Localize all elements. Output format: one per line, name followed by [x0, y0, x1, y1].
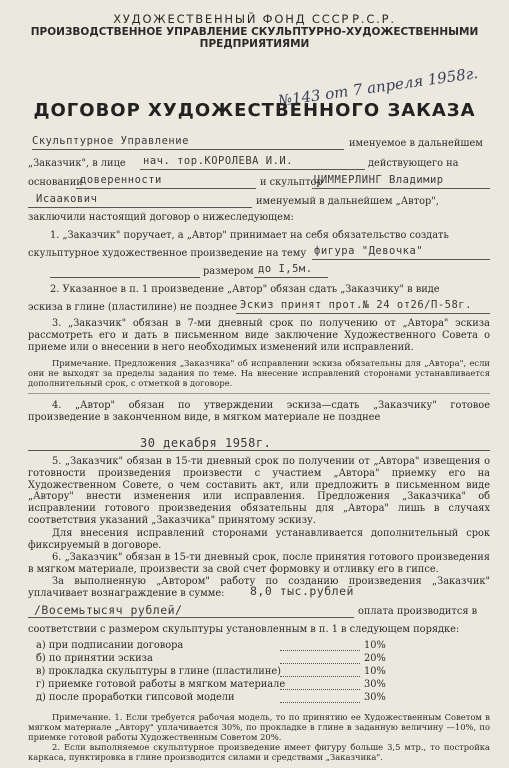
basis-label: основании	[28, 177, 83, 188]
schedule-item-label: д) после проработки гипсовой модели	[36, 692, 235, 703]
document-title: ДОГОВОР ХУДОЖЕСТВЕННОГО ЗАКАЗА	[33, 100, 476, 121]
schedule-item-label: г) приемке готовой работы в мягком материале	[36, 679, 286, 690]
sculptor-name: ЦИММЕРЛИНГ Владимир	[314, 174, 444, 186]
theme-value: фигура "Девочка"	[314, 245, 424, 257]
clause-5b: Для внесения исправлений сторонами устанавливается дополнительный срок фиксируемый в договоре.	[28, 528, 490, 551]
schedule-item-leader	[280, 650, 360, 651]
department-header: ПРОИЗВОДСТВЕННОЕ УПРАВЛЕНИЕ СКУЛЬПТУРНО-ХУДОЖЕСТВЕННЫМИ	[30, 26, 479, 38]
note-3: 2. Если выполняемое скульптурное произведение имеет фигуру больше 3,5 мтр., то постройка каркаса, пунктировка в глине производится силами и средствами „Заказчика".	[28, 742, 490, 763]
schedule-item-leader	[280, 689, 360, 690]
payment-terms: соответствии с размером скульптуры установленным в п. 1 в следующем порядке:	[28, 624, 460, 635]
basis-value: доверенности	[80, 174, 162, 186]
amount-words-line	[28, 617, 354, 618]
schedule-item-label: а) при подписании договора	[36, 640, 184, 651]
deadline-line	[236, 313, 490, 314]
size-label: размером	[203, 266, 254, 277]
sculptor-label: и скульптор	[260, 177, 323, 188]
customer-line	[32, 149, 344, 150]
customer-name: Скульптурное Управление	[32, 135, 189, 147]
schedule-item-label: б) по принятии эскиза	[36, 653, 153, 664]
sketch-accepted-value: Эскиз принят прот.№ 24 от26/П-58г.	[240, 299, 472, 311]
divider	[28, 393, 490, 394]
patronymic-line	[28, 207, 252, 208]
payment-suffix: оплата производится в	[358, 606, 478, 617]
clause-2-text-b: эскиза в глине (пластилине) не позднее	[28, 302, 238, 313]
schedule-item-leader	[280, 702, 360, 703]
note-2: Примечание. 1. Если требуется рабочая модель, то по принятию ее Художественным Советом в мягком материале „Автору" уплачивается 30%, по прокладке в глине в заданную величину —10%, по приемке готовой работы Художественным Советом 20%.	[28, 712, 490, 743]
schedule-item-percent: 10%	[364, 666, 386, 677]
clause-4: 4. „Автор" обязан по утверждении эскиза—сдать „Заказчику" готовое произведение в законченном виде, в мягком материале не позднее	[28, 400, 490, 423]
date-line	[28, 450, 490, 451]
clause-6: 6. „Заказчик" обязан в 15-ти дневный срок, после принятия готового произведения в мягком материале, произвести за свой счет формовку и отливку его в гипсе.	[28, 552, 490, 575]
payment-amount-words: /Восемьтысяч рублей/	[34, 603, 183, 617]
schedule-item-percent: 30%	[364, 692, 386, 703]
customer-label: „Заказчик", в лице	[28, 158, 126, 169]
handwritten-registration-note: №143 от 7 апреля 1958г.	[276, 64, 480, 110]
representative-name: нач. тор.КОРОЛЕВА И.И.	[143, 155, 294, 167]
theme-line-2	[50, 277, 200, 278]
department-header-cont: ПРЕДПРИЯТИЯМИ	[199, 38, 310, 50]
payment-amount: 8,0 тыс.рублей	[250, 584, 354, 598]
sculptor-patronymic: Исаакович	[36, 193, 98, 205]
size-line	[254, 277, 328, 278]
sculptor-line	[312, 188, 490, 189]
schedule-item-percent: 20%	[364, 653, 386, 664]
author-suffix: именуемый в дальнейшем „Автор",	[256, 196, 439, 207]
schedule-item-leader	[280, 676, 360, 677]
completion-date: 30 декабря 1958г.	[140, 436, 272, 450]
representative-suffix: действующего на	[368, 158, 459, 169]
fund-header: ХУДОЖЕСТВЕННЫЙ ФОНД СССР Р.С.Р.	[113, 12, 396, 26]
basis-line	[76, 188, 256, 189]
clause-1-text-b: скульптурное художественное произведение на тему	[28, 248, 307, 259]
clause-2-text: 2. Указанное в п. 1 произведение „Автор" обязан сдать „Заказчику" в виде	[50, 284, 440, 295]
clause-3: 3. „Заказчик" обязан в 7-ми дневный срок по получению от „Автора" эскиза рассмотреть его и дать в письменном виде заключение Художественного Совета о приеме или о внесении в него необходимых изменений или исправлений.	[28, 318, 490, 353]
customer-suffix: именуемое в дальнейшем	[349, 138, 483, 149]
note-1: Примечание. Предложения „Заказчика" об исправлении эскиза обязательны для „Автора", если они не выходят за пределы задания по теме. На внесение исправлений сторонами устанавливается дополнительный срок, с отметкой в договоре.	[28, 358, 490, 389]
schedule-item-percent: 30%	[364, 679, 386, 690]
size-value: до I,5м.	[258, 263, 313, 275]
concluded-text: заключили настоящий договор о нижеследующем:	[28, 212, 294, 223]
schedule-item-percent: 10%	[364, 640, 386, 651]
clause-5: 5. „Заказчик" обязан в 15-ти дневный срок по получении от „Автора" извещения о готовности произведения произвести с участием „Автора" приемку его на Художественном Совете, о чем составить акт, или предложить в письменном виде „Автору" внести изменения или исправления. Предложения „Заказчика" об исправлении готового произведения обязательны для „Автора" лишь в случаях соответствия указаний „Заказчика" принятому эскизу.	[28, 456, 490, 526]
schedule-item-leader	[280, 663, 360, 664]
schedule-item-label: в) прокладка скульптуры в глине (пластилине)	[36, 666, 281, 677]
clause-1-text: 1. „Заказчик" поручает, а „Автор" принимает на себя обязательство создать	[50, 230, 449, 241]
payment-text: За выполненную „Автором" работу по созданию произведения „Заказчик" уплачивает вознаграждение в сумме:	[28, 576, 490, 599]
theme-line	[312, 259, 490, 260]
representative-line	[140, 169, 365, 170]
